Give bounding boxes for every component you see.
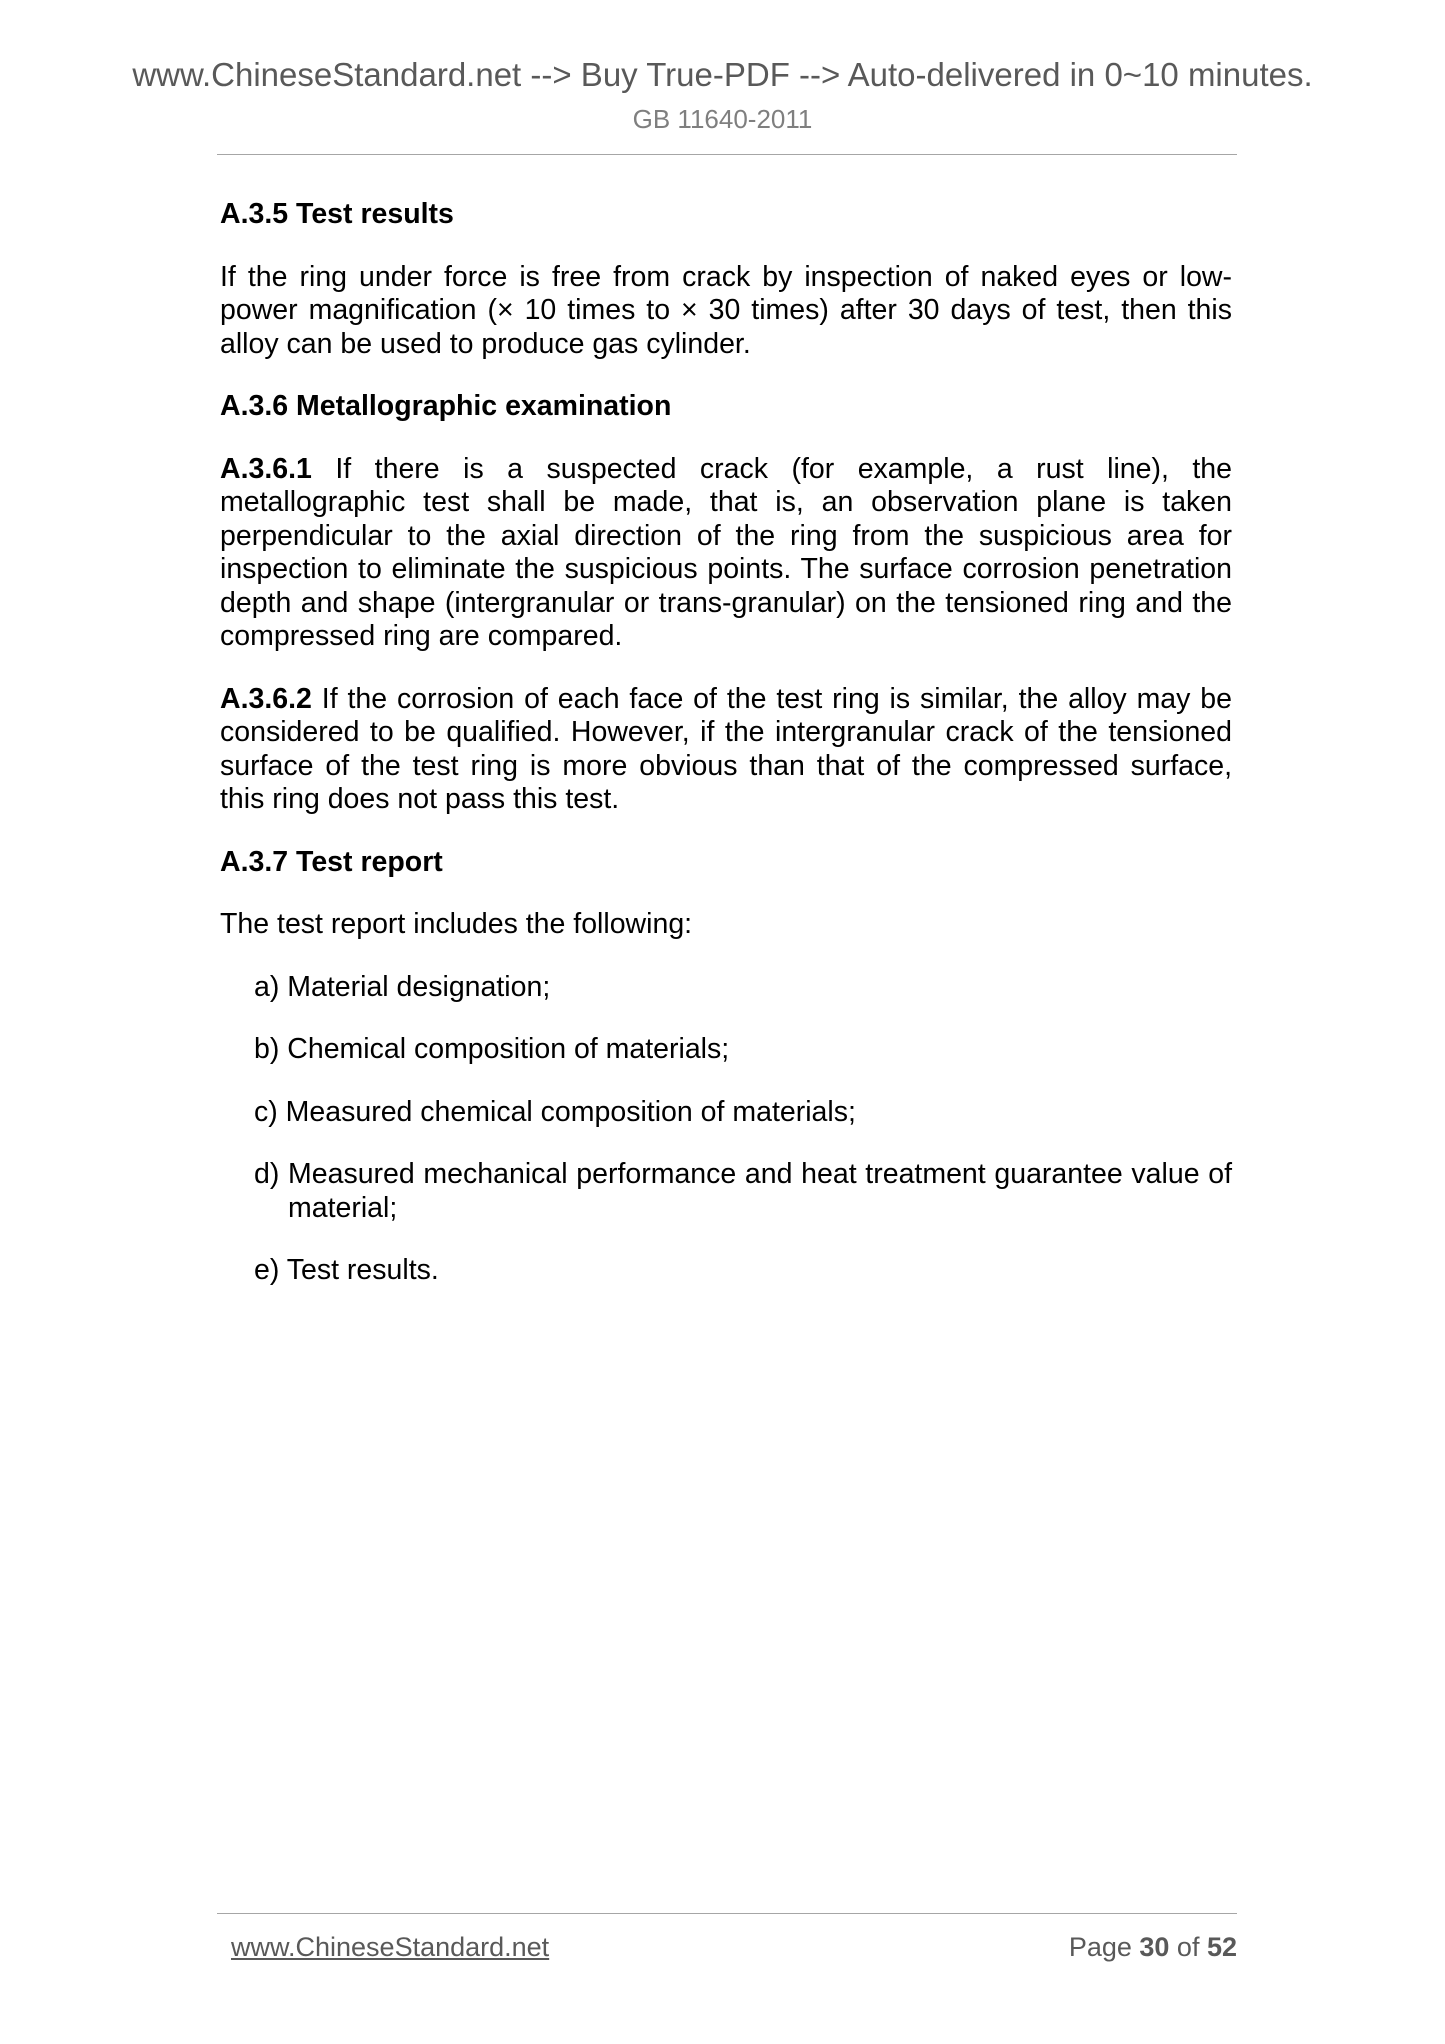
clause-a362-text: If the corrosion of each face of the test ring is similar, the alloy may be considered to be qualified. However, if the intergranular crack of the tensioned surface of the test ring is more obvious than that of the compressed surface, this ring does not pass this test.	[220, 682, 1232, 815]
report-items-list	[220, 971, 1232, 1288]
list-item: a) Material designation;	[254, 970, 551, 1003]
header-banner: www.ChineseStandard.net --> Buy True-PDF --> Auto-delivered in 0~10 minutes.	[132, 56, 1313, 93]
section-a35-title: A.3.5 Test results	[220, 198, 454, 230]
clause-a362-number: A.3.6.2	[220, 682, 312, 715]
page-current: 30	[1139, 1932, 1170, 1962]
footer-divider	[217, 1913, 1237, 1914]
page-total: 52	[1206, 1932, 1237, 1962]
section-a36-title: A.3.6 Metallographic examination	[220, 390, 672, 422]
section-a37-title: A.3.7 Test report	[220, 845, 443, 878]
footer-website-link[interactable]: www.ChineseStandard.net	[231, 1932, 550, 1962]
clause-a361-text: If there is a suspected crack (for example, a rust line), the metallographic test shall be made, that is, an observation plane is taken perpendicular to the axial direction of the ring from the suspicious area for inspection to eliminate the suspicious points. The surface corrosion penetration depth and shape (intergranular or trans-granular) on the tensioned ring and the compressed ring are compared.	[220, 452, 1232, 652]
section-a37-intro: The test report includes the following:	[220, 908, 693, 940]
document-body	[220, 198, 1232, 1317]
section-a35-body: If the ring under force is free from crack by inspection of naked eyes or low-power magnification (× 10 times to × 30 times) after 30 days of test, then this alloy can be used to produce gas cylinder.	[220, 260, 1232, 360]
clause-a361-number: A.3.6.1	[220, 452, 312, 485]
list-item: d) Measured mechanical performance and heat treatment guarantee value of material;	[254, 1158, 1232, 1224]
clause-a361	[220, 453, 1232, 654]
page-indicator	[1069, 1932, 1237, 1963]
page-of-label: of	[1169, 1932, 1207, 1962]
header-divider	[217, 154, 1237, 155]
clause-a362	[220, 683, 1232, 817]
page-label: Page	[1068, 1932, 1140, 1962]
standard-number: GB 11640-2011	[632, 104, 813, 134]
list-item: e) Test results.	[254, 1254, 439, 1286]
list-item: b) Chemical composition of materials;	[254, 1033, 730, 1065]
list-item: c) Measured chemical composition of materials;	[254, 1095, 856, 1128]
